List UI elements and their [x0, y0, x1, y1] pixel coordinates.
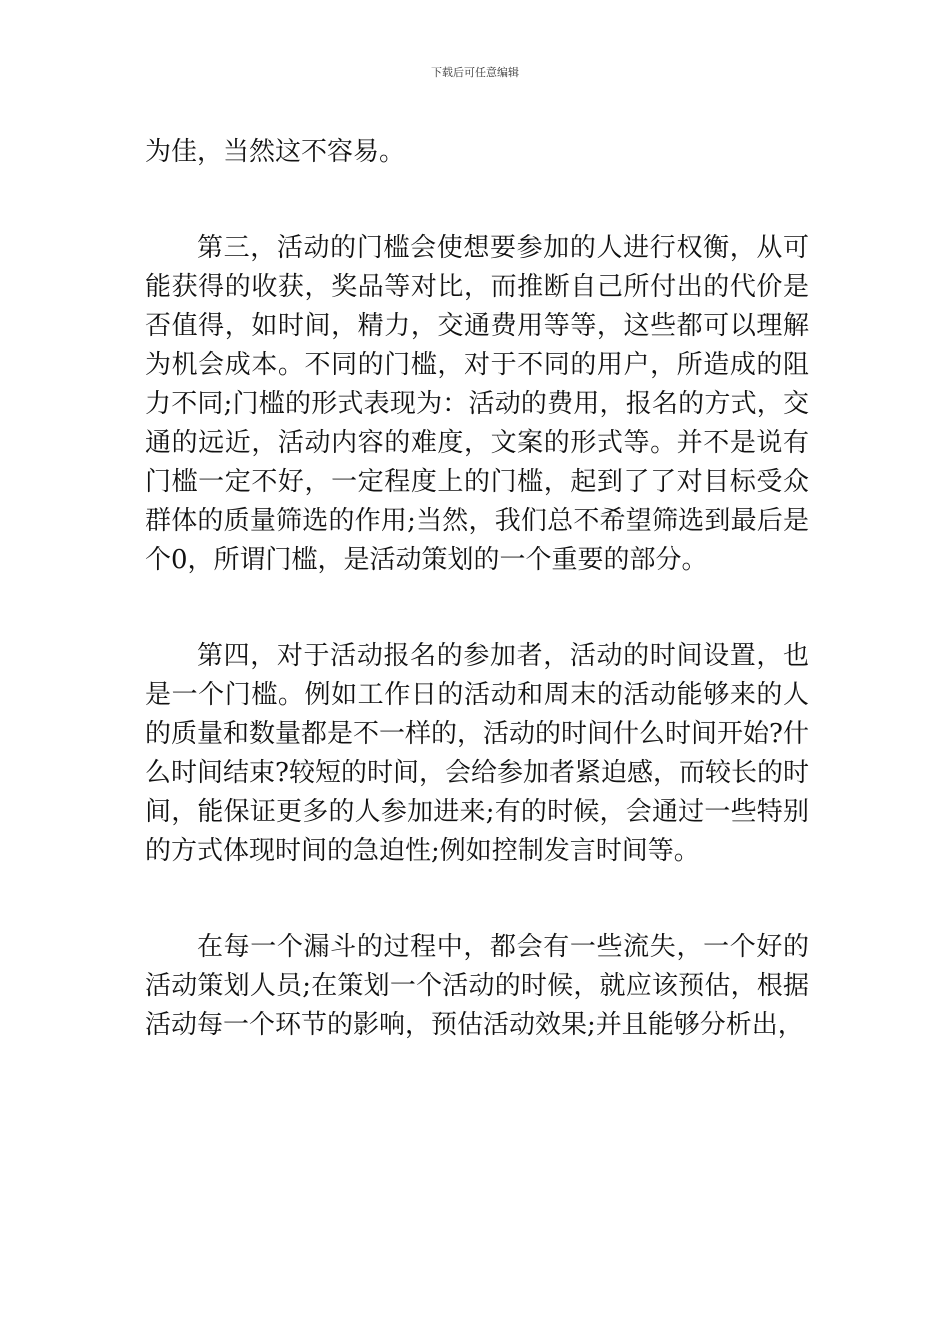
paragraph-3: 第四，对于活动报名的参加者，活动的时间设置，也是一个门槛。例如工作日的活动和周末的活动能够来的人的质量和数量都是不一样的，活动的时间什么时间开始?什么时间结束?较短的时间，会给参加者紧迫感，而较长的时间，能保证更多的人参加进来;有的时候，会通过一些特别的方式体现时间的急迫性;例如控制发言时间等。: [145, 641, 809, 866]
paragraph-gap: [145, 172, 809, 229]
paragraph-2: 第三，活动的门槛会使想要参加的人进行权衡，从可能获得的收获，奖品等对比，而推断自己所付出的代价是否值得，如时间，精力，交通费用等等，这些都可以理解为机会成本。不同的门槛，对于不同的用户，所造成的阻力不同;门槛的形式表现为：活动的费用，报名的方式，交通的远近，活动内容的难度，文案的形式等。并不是说有门槛一定不好，一定程度上的门槛，起到了了对目标受众群体的质量筛选的作用;当然，我们总不希望筛选到最后是个0，所谓门槛，是活动策划的一个重要的部分。: [145, 233, 809, 575]
paragraph-1: 为佳，当然这不容易。: [145, 137, 406, 167]
paragraph-gap: [145, 871, 809, 928]
paragraph-gap: [145, 580, 809, 637]
body-text: [145, 133, 809, 1045]
paragraph-4: 在每一个漏斗的过程中，都会有一些流失，一个好的活动策划人员;在策划一个活动的时候，就应该预估，根据活动每一个环节的影响，预估活动效果;并且能够分析出，: [145, 932, 809, 1040]
page-header: 下载后可任意编辑: [431, 66, 519, 79]
